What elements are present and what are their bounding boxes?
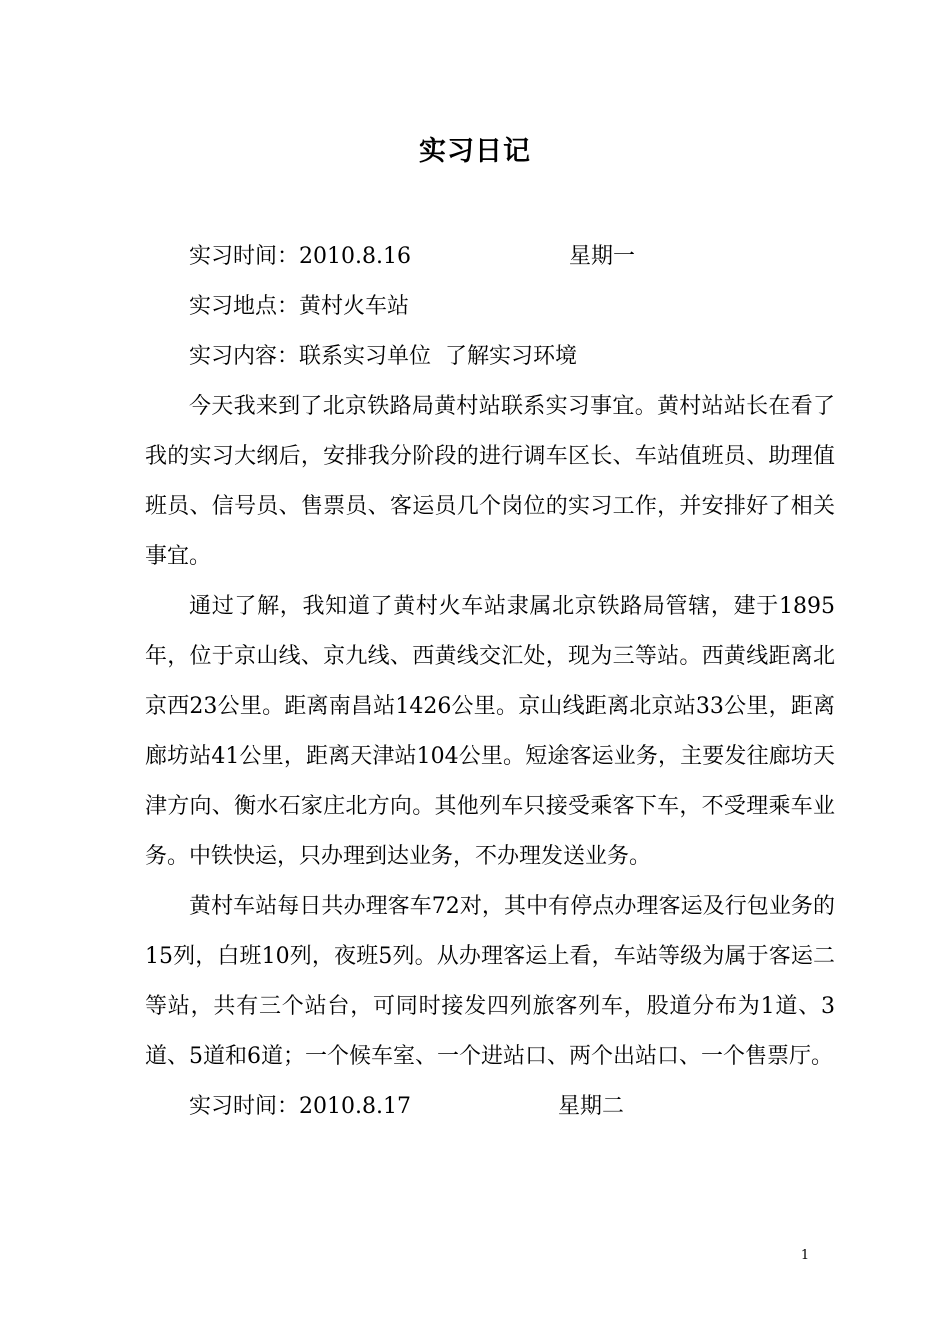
paragraph-3: 黄村车站每日共办理客车72对，其中有停点办理客运及行包业务的15列，白班10列，夜班5列。从办理客运上看，车站等级为属于客运二等站，共有三个站台，可同时接发四列旅客列车，股道分布为1道、3道、5道和6道；一个候车室、一个进站口、两个出站口、一个售票厅。	[145, 894, 835, 1069]
paragraph-2: 通过了解，我知道了黄村火车站隶属北京铁路局管辖，建于1895年，位于京山线、京九线、西黄线交汇处，现为三等站。西黄线距离北京西23公里。距离南昌站1426公里。京山线距离北京站33公里，距离廊坊站41公里，距离天津站104公里。短途客运业务，主要发往廊坊天津方向、衡水石家庄北方向。其他列车只接受乘客下车，不受理乘车业务。中铁快运，只办理到达业务，不办理发送业务。	[145, 594, 835, 869]
entry-2-weekday: 星期二	[558, 1094, 625, 1119]
document-body	[145, 232, 835, 1132]
paragraph-1: 今天我来到了北京铁路局黄村站联系实习事宜。黄村站站长在看了我的实习大纲后，安排我分阶段的进行调车区长、车站值班员、助理值班员、信号员、售票员、客运员几个岗位的实习工作，并安排好了相关事宜。	[145, 394, 835, 569]
entry-1-content: 实习内容：联系实习单位 了解实习环境	[189, 344, 577, 369]
entry-1-weekday: 星期一	[569, 244, 636, 269]
entry-1-place-row	[145, 282, 835, 332]
entry-2-time: 实习时间：2010.8.17	[189, 1094, 411, 1119]
document-title: 实习日记	[419, 136, 531, 167]
page-number: 1	[800, 1248, 810, 1263]
entry-1-place: 实习地点：黄村火车站	[189, 294, 410, 319]
entry-1-header	[145, 232, 835, 282]
entry-1-content-row	[145, 332, 835, 382]
entry-2-header	[145, 1082, 835, 1132]
entry-1-time: 实习时间：2010.8.16	[189, 244, 411, 269]
